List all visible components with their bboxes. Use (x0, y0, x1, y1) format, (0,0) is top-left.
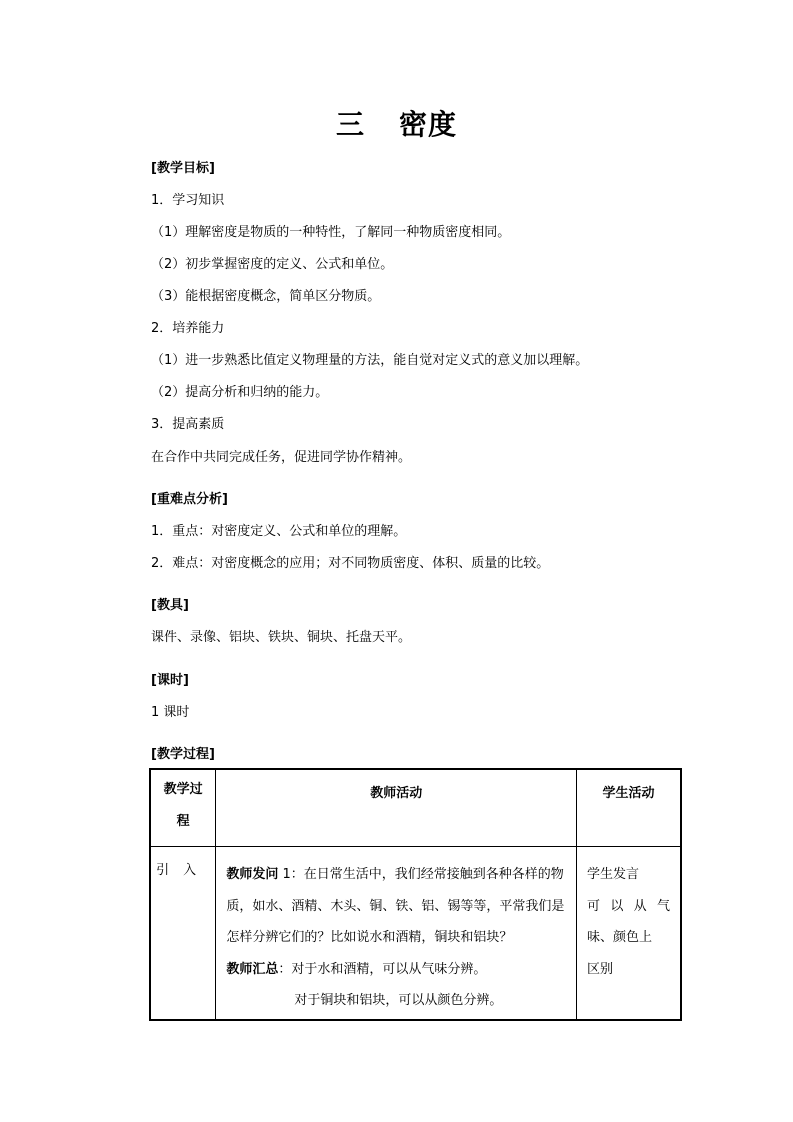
teacher-summary-text: ：对于水和酒精，可以从气味分辨。 (278, 961, 487, 977)
table-row (150, 847, 681, 1021)
goals-section-1-item-2: （2）初步掌握密度的定义、公式和单位。 (151, 257, 394, 272)
table-header-row (150, 769, 681, 847)
student-line-1: 学生发言 (587, 867, 640, 882)
goals-section-2-item-1: （1）进一步熟悉比值定义物理量的方法，能自觉对定义式的意义加以理解。 (151, 353, 589, 368)
header-teacher: 教师活动 (216, 769, 577, 847)
title-number: 三 (335, 108, 365, 141)
title-text: 密度 (399, 108, 458, 141)
page-title (0, 103, 793, 143)
teacher-question-text: 1：在日常生活中，我们经常接触到各种各样的物质，如水、酒精、木头、铜、铁、铝、锡等等，平常我们是怎样分辨它们的？比如说水和酒精，铜块和铝块？ (226, 867, 565, 945)
row-teacher-activity (216, 847, 577, 1021)
goals-section-1-item-1: （1）理解密度是物质的一种特性，了解同一种物质密度相同。 (151, 225, 511, 240)
keypoints-heading: [重难点分析] (151, 492, 228, 507)
teacher-question (226, 859, 566, 954)
header-student: 学生活动 (577, 769, 681, 847)
header-stage-line-1: 教学过 (163, 782, 203, 797)
goals-heading: [教学目标] (151, 161, 215, 176)
student-line-2: 可以从气 (587, 898, 670, 914)
goals-section-2: 2．培养能力 (151, 321, 225, 336)
hours-text: 1 课时 (151, 705, 190, 720)
tools-text: 课件、录像、铝块、铁块、铜块、托盘天平。 (151, 630, 412, 645)
process-heading: [教学过程] (151, 747, 215, 762)
goals-section-3-item-1: 在合作中共同完成任务，促进同学协作精神。 (151, 450, 412, 465)
header-stage (150, 769, 216, 847)
row-stage: 引入 (150, 847, 216, 1021)
student-line-4: 区别 (587, 961, 614, 977)
tools-heading: [教具] (151, 598, 189, 613)
header-stage-line-2: 程 (176, 814, 190, 829)
teacher-question-label: 教师发问 (226, 867, 279, 882)
teacher-summary (226, 954, 566, 986)
goals-section-1-item-3: （3）能根据密度概念，简单区分物质。 (151, 289, 381, 304)
process-table (149, 768, 682, 1021)
student-line-3: 味、颜色上 (587, 930, 653, 945)
keypoints-item-2: 2．难点：对密度概念的应用；对不同物质密度、体积、质量的比较。 (151, 556, 550, 571)
teacher-summary-text-2: 对于铜块和铝块，可以从颜色分辨。 (294, 993, 503, 1008)
teacher-summary-label: 教师汇总 (226, 961, 279, 977)
goals-section-2-item-2: （2）提高分析和归纳的能力。 (151, 385, 329, 400)
keypoints-item-1: 1．重点：对密度定义、公式和单位的理解。 (151, 524, 407, 539)
hours-heading: [课时] (151, 673, 189, 688)
goals-section-1: 1．学习知识 (151, 193, 225, 208)
row-student-activity (577, 847, 681, 1021)
goals-section-3: 3．提高素质 (151, 417, 225, 432)
